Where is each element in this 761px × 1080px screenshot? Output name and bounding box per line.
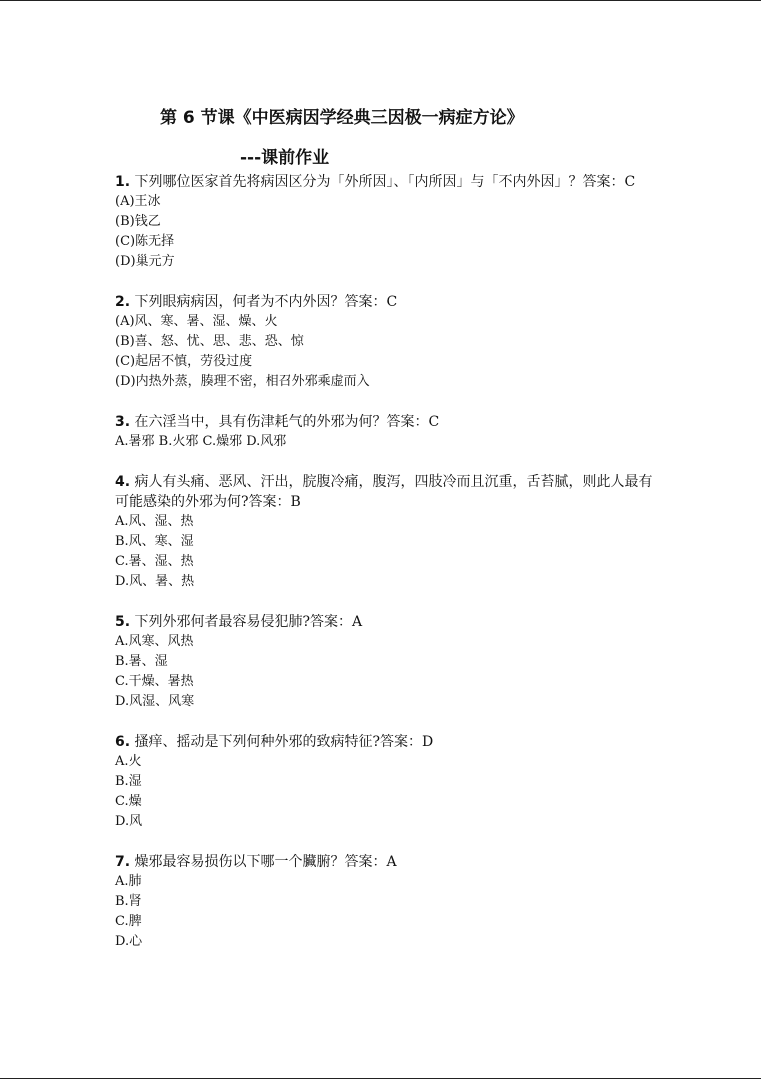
question-stem: [115, 732, 655, 752]
answer-option: D.心: [115, 934, 143, 949]
question-5: [115, 612, 655, 712]
question-text: 下列眼病病因，何者为不内外因？答案：C: [134, 294, 398, 310]
answer-option: A.风、湿、热: [115, 514, 194, 529]
document-subtitle: ---课前作业: [240, 148, 330, 168]
question-stem: [115, 412, 655, 432]
answer-option: (A)风、寒、暑、湿、燥、火: [115, 314, 278, 329]
question-6: [115, 732, 655, 832]
question-text: 下列外邪何者最容易侵犯肺?答案：A: [134, 614, 363, 630]
answer-option: B.肾: [115, 894, 142, 909]
question-list: [115, 172, 655, 972]
question-text: 搔痒、摇动是下列何种外邪的致病特征?答案：D: [134, 734, 434, 750]
question-1: [115, 172, 655, 272]
question-text: 燥邪最容易损伤以下哪一个臟腑？答案：A: [134, 854, 397, 870]
question-number: 4.: [115, 474, 131, 490]
document-title: 第 6 节课《中医病因学经典三因极一病症方论》: [160, 108, 524, 128]
answer-option: D.风: [115, 814, 143, 829]
question-number: 6.: [115, 734, 131, 750]
answer-option: B.湿: [115, 774, 142, 789]
answer-option: (B)钱乙: [115, 214, 161, 229]
answer-option: C.干燥、暑热: [115, 674, 194, 689]
answer-option: (C)陈无择: [115, 234, 175, 249]
answer-option: C.脾: [115, 914, 142, 929]
answer-option: A.风寒、风热: [115, 634, 194, 649]
answer-option: B.暑、湿: [115, 654, 168, 669]
answer-option: B.风、寒、湿: [115, 534, 194, 549]
answer-option: D.风、暑、热: [115, 574, 195, 589]
question-stem: [115, 292, 655, 312]
answer-option: (B)喜、怒、忧、思、悲、恐、惊: [115, 334, 304, 349]
question-stem: [115, 612, 655, 632]
question-4: [115, 472, 655, 592]
question-stem: [115, 172, 655, 192]
question-stem: [115, 852, 655, 872]
question-7: [115, 852, 655, 952]
question-number: 1.: [115, 174, 131, 190]
answer-option: (A)王冰: [115, 194, 161, 209]
question-text: 在六淫当中，具有伤津耗气的外邪为何？答案：C: [134, 414, 440, 430]
answer-option: (D)巢元方: [115, 254, 175, 269]
question-number: 5.: [115, 614, 131, 630]
answer-option: A.火: [115, 754, 142, 769]
question-text: 病人有头痛、恶风、汗出，脘腹冷痛，腹泻，四肢冷而且沉重，舌苔腻，则此人最有可能感染的外邪为何?答案：B: [115, 474, 653, 510]
question-number: 3.: [115, 414, 131, 430]
question-number: 7.: [115, 854, 131, 870]
question-number: 2.: [115, 294, 131, 310]
answer-option: A.暑邪 B.火邪 C.燥邪 D.风邪: [115, 434, 287, 449]
page-top-border: [0, 0, 761, 1]
question-text: 下列哪位医家首先将病因区分为「外所因」、「内所因」与「不内外因」？答案：C: [134, 174, 636, 190]
question-stem: [115, 472, 655, 512]
question-2: [115, 292, 655, 392]
answer-option: C.暑、湿、热: [115, 554, 194, 569]
answer-option: D.风湿、风寒: [115, 694, 195, 709]
answer-option: C.燥: [115, 794, 142, 809]
page-bottom-border: [0, 1078, 761, 1079]
answer-option: A.肺: [115, 874, 142, 889]
answer-option: (C)起居不慎，劳役过度: [115, 354, 253, 369]
question-3: [115, 412, 655, 452]
answer-option: (D)内热外蒸，腠理不密，相召外邪乘虚而入: [115, 374, 370, 389]
